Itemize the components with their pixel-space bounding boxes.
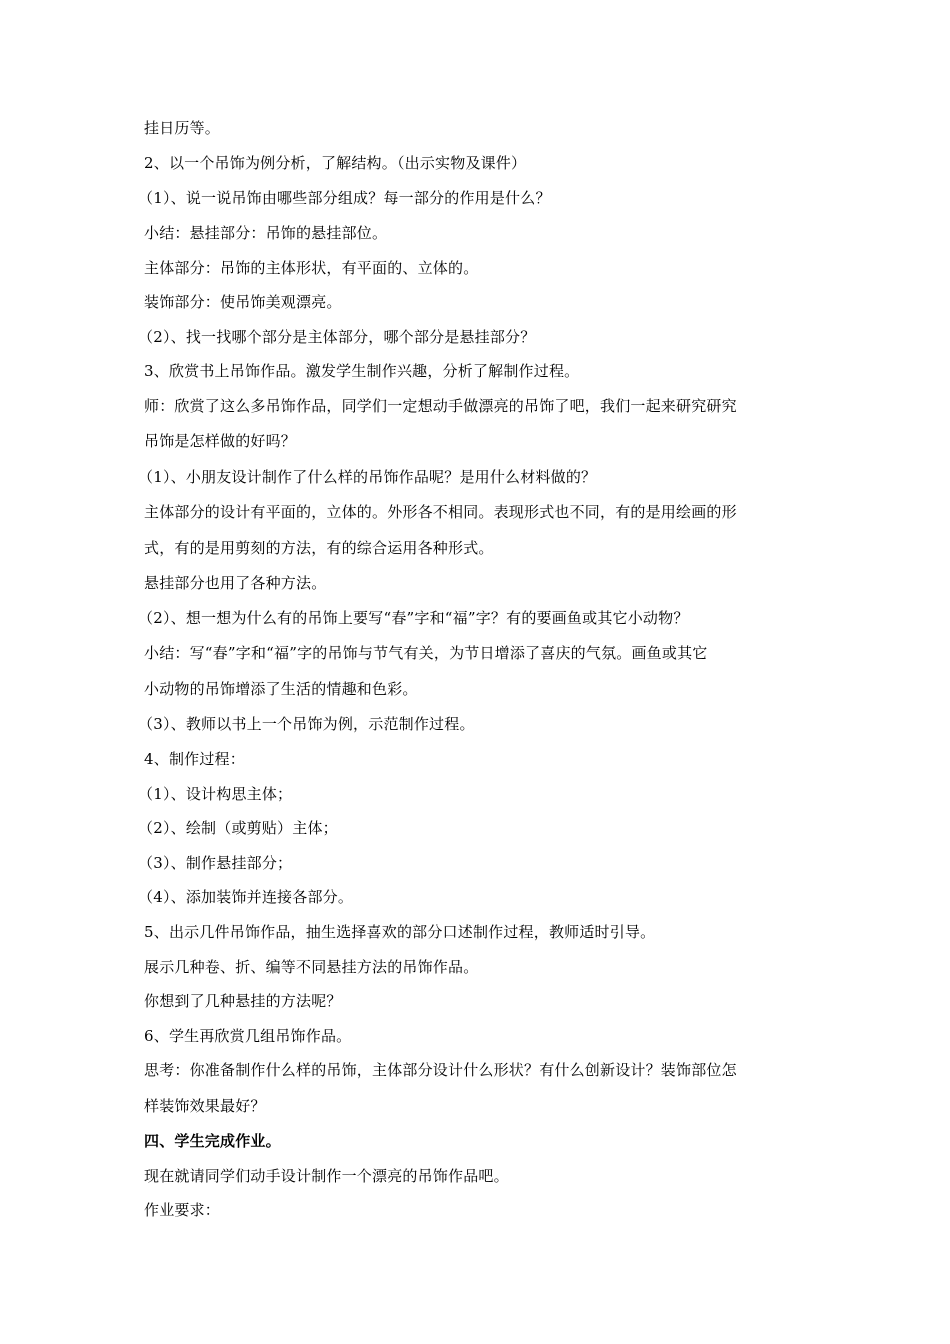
text-line: 3、欣赏书上吊饰作品。激发学生制作兴趣，分析了解制作过程。 [144,362,580,380]
text-line: （3）、教师以书上一个吊饰为例，示范制作过程。 [138,715,475,733]
text-line: 式，有的是用剪刻的方法，有的综合运用各种形式。 [144,539,494,557]
text-line: 5、出示几件吊饰作品，抽生选择喜欢的部分口述制作过程，教师适时引导。 [144,923,656,941]
text-line: 挂日历等。 [144,119,221,137]
text-line: 吊饰是怎样做的好吗？ [144,432,297,450]
text-line: 小结：悬挂部分：吊饰的悬挂部位。 [144,224,388,242]
text-line: （1）、说一说吊饰由哪些部分组成？每一部分的作用是什么？ [138,189,551,207]
text-line: 样装饰效果最好？ [144,1097,266,1115]
text-line: 思考：你准备制作什么样的吊饰，主体部分设计什么形状？有什么创新设计？装饰部位怎 [144,1061,737,1079]
text-line: 小动物的吊饰增添了生活的情趣和色彩。 [144,680,418,698]
text-line: 展示几种卷、折、编等不同悬挂方法的吊饰作品。 [144,958,479,976]
text-line: 主体部分的设计有平面的，立体的。外形各不相同。表现形式也不同，有的是用绘画的形 [144,503,737,521]
text-line: 你想到了几种悬挂的方法呢？ [144,992,342,1010]
text-line: （1）、小朋友设计制作了什么样的吊饰作品呢？是用什么材料做的？ [138,468,597,486]
text-line: （4）、添加装饰并连接各部分。 [138,888,354,906]
text-line: 2、以一个吊饰为例分析，了解结构。（出示实物及课件） [144,154,527,172]
text-line: 小结：写“春”字和“福”字的吊饰与节气有关，为节日增添了喜庆的气氛。画鱼或其它 [144,644,708,662]
section-heading: 四、学生完成作业。 [144,1132,281,1150]
text-line: 现在就请同学们动手设计制作一个漂亮的吊饰作品吧。 [144,1167,509,1185]
text-line: （3）、制作悬挂部分； [138,854,293,872]
text-line: 作业要求： [144,1201,221,1219]
text-line: （1）、设计构思主体； [138,785,293,803]
text-line: （2）、找一找哪个部分是主体部分，哪个部分是悬挂部分？ [138,328,536,346]
text-line: 装饰部分：使吊饰美观漂亮。 [144,293,342,311]
text-line: 6、学生再欣赏几组吊饰作品。 [144,1027,352,1045]
text-line: （2）、绘制（或剪贴）主体； [138,819,338,837]
text-line: 主体部分：吊饰的主体形状，有平面的、立体的。 [144,259,479,277]
text-line: 悬挂部分也用了各种方法。 [144,574,327,592]
text-line: 4、制作过程： [144,750,245,768]
text-line: 师：欣赏了这么多吊饰作品，同学们一定想动手做漂亮的吊饰了吧，我们一起来研究研究 [144,397,737,415]
text-line: （2）、想一想为什么有的吊饰上要写“春”字和“福”字？有的要画鱼或其它小动物？ [138,609,689,627]
